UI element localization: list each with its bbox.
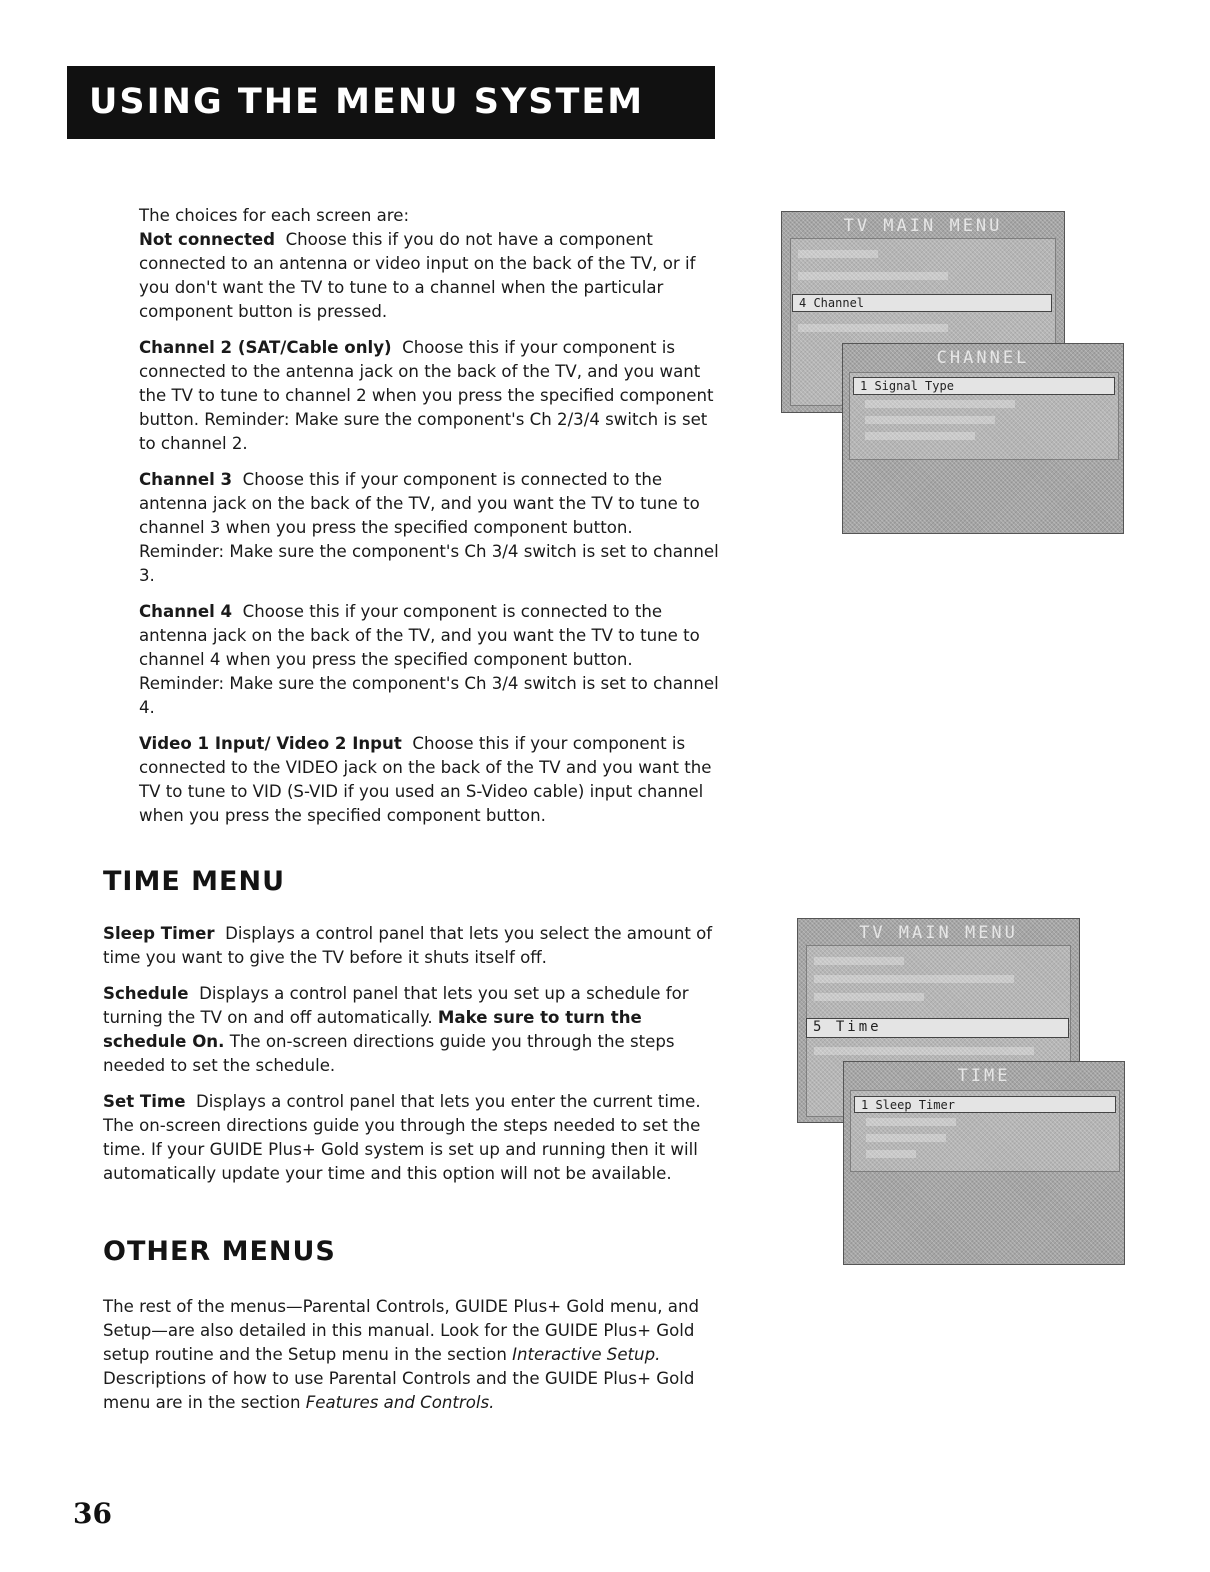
section-ref-interactive-setup: Interactive Setup. [512,1345,661,1364]
menu-item-placeholder [814,1047,1034,1055]
set-time-desc [103,1090,713,1186]
choice-text: Choose this if your component is connected to the VIDEO jack on the back of the TV and you want the TV to tune to VID (S-VID if you used an S-Video cable) input channel when you press the specified component button. [139,734,712,825]
intro-section [139,204,719,840]
screen-title: TIME [957,1066,1011,1086]
choice-term: Channel 2 (SAT/Cable only) [139,338,392,357]
choice-term: Channel 4 [139,602,233,621]
other-menus-section [103,1295,713,1427]
other-menus-text-2: Descriptions of how to use Parental Controls and the GUIDE Plus+ Gold menu are in the section [103,1369,695,1412]
page-number: 36 [73,1497,112,1530]
menu-item-placeholder [814,993,924,1001]
menu-item-placeholder [865,432,975,440]
section-ref-features-controls: Features and Controls. [305,1393,495,1412]
screen-title: CHANNEL [936,348,1030,368]
other-menus-text [103,1295,713,1415]
choice-term: Channel 3 [139,470,233,489]
choice-channel-4 [139,600,719,720]
time-menu-heading: TIME MENU [103,866,286,897]
schedule-desc [103,982,713,1078]
menu-highlight: 4 Channel [792,294,1052,312]
choice-text: Choose this if you do not have a component connected to an antenna or video input on the back of the TV, or if you don't want the TV to tune to a channel when the particular component button is pressed. [139,230,696,321]
menu-highlight: 5 Time [806,1018,1069,1038]
choice-not-connected [139,228,719,324]
schedule-note: Make sure to turn the schedule On. [103,1008,642,1051]
choice-channel-2 [139,336,719,456]
choice-term: Not connected [139,230,276,249]
choice-video-input [139,732,719,828]
other-menus-text-1: The rest of the menus—Parental Controls, GUIDE Plus+ Gold menu, and Setup—are also detailed in this manual. Look for the GUIDE Plus+ Gold setup routine and the Setup menu in the section [103,1297,699,1364]
schedule-text-2: The on-screen directions guide you through the steps needed to set the schedule. [103,1032,675,1075]
sleep-timer-desc [103,922,713,970]
choice-text: Choose this if your component is connected to the antenna jack on the back of the TV, and you want the TV to tune to channel 2 when you press the specified component button. Reminder: Make sure the component's Ch 2/3/4 switch is set to channel 2. [139,338,714,453]
menu-highlight: 1 Signal Type [853,377,1115,395]
choice-text: Choose this if your component is connected to the antenna jack on the back of the TV, and you want the TV to tune to channel 4 when you press the specified component button. Reminder: Make sure the component's Ch 3/4 switch is set to channel 4. [139,602,719,717]
menu-item-placeholder [865,416,995,424]
menu-item-placeholder [798,272,948,280]
sleep-timer-text: Displays a control panel that lets you select the amount of time you want to give the TV before it shuts itself off. [103,924,713,967]
menu-item-placeholder [865,400,1015,408]
screen-channel-menu-front [842,343,1124,534]
menu-item-placeholder [814,975,1014,983]
menu-item-placeholder [866,1118,956,1126]
menu-item-placeholder [866,1134,946,1142]
schedule-term: Schedule [103,984,189,1003]
choice-term: Video 1 Input/ Video 2 Input [139,734,402,753]
page-banner-title: USING THE MENU SYSTEM [67,66,715,139]
intro-lead: The choices for each screen are: [139,206,410,225]
choice-text: Choose this if your component is connected to the antenna jack on the back of the TV, and you want the TV to tune to channel 3 when you press the specified component button. Reminder: Make sure the component's Ch 3/4 switch is set to channel 3. [139,470,719,585]
screen-time-menu-front [843,1061,1125,1265]
menu-highlight: 1 Sleep Timer [854,1096,1116,1113]
other-menus-heading: OTHER MENUS [103,1236,336,1267]
sleep-timer-term: Sleep Timer [103,924,215,943]
schedule-text: Displays a control panel that lets you set up a schedule for turning the TV on and off automatically. [103,984,689,1027]
screen-title: TV MAIN MENU [843,216,1003,236]
set-time-term: Set Time [103,1092,186,1111]
menu-item-placeholder [814,957,904,965]
choice-channel-3 [139,468,719,588]
time-menu-section [103,922,713,1198]
menu-item-placeholder [866,1150,916,1158]
screen-title: TV MAIN MENU [859,923,1018,943]
menu-item-placeholder [798,250,878,258]
set-time-text: Displays a control panel that lets you enter the current time. The on-screen directions guide you through the steps needed to set the time. If your GUIDE Plus+ Gold system is set up and running then it will automatically update your time and this option will not be available. [103,1092,701,1183]
menu-item-placeholder [798,324,948,332]
